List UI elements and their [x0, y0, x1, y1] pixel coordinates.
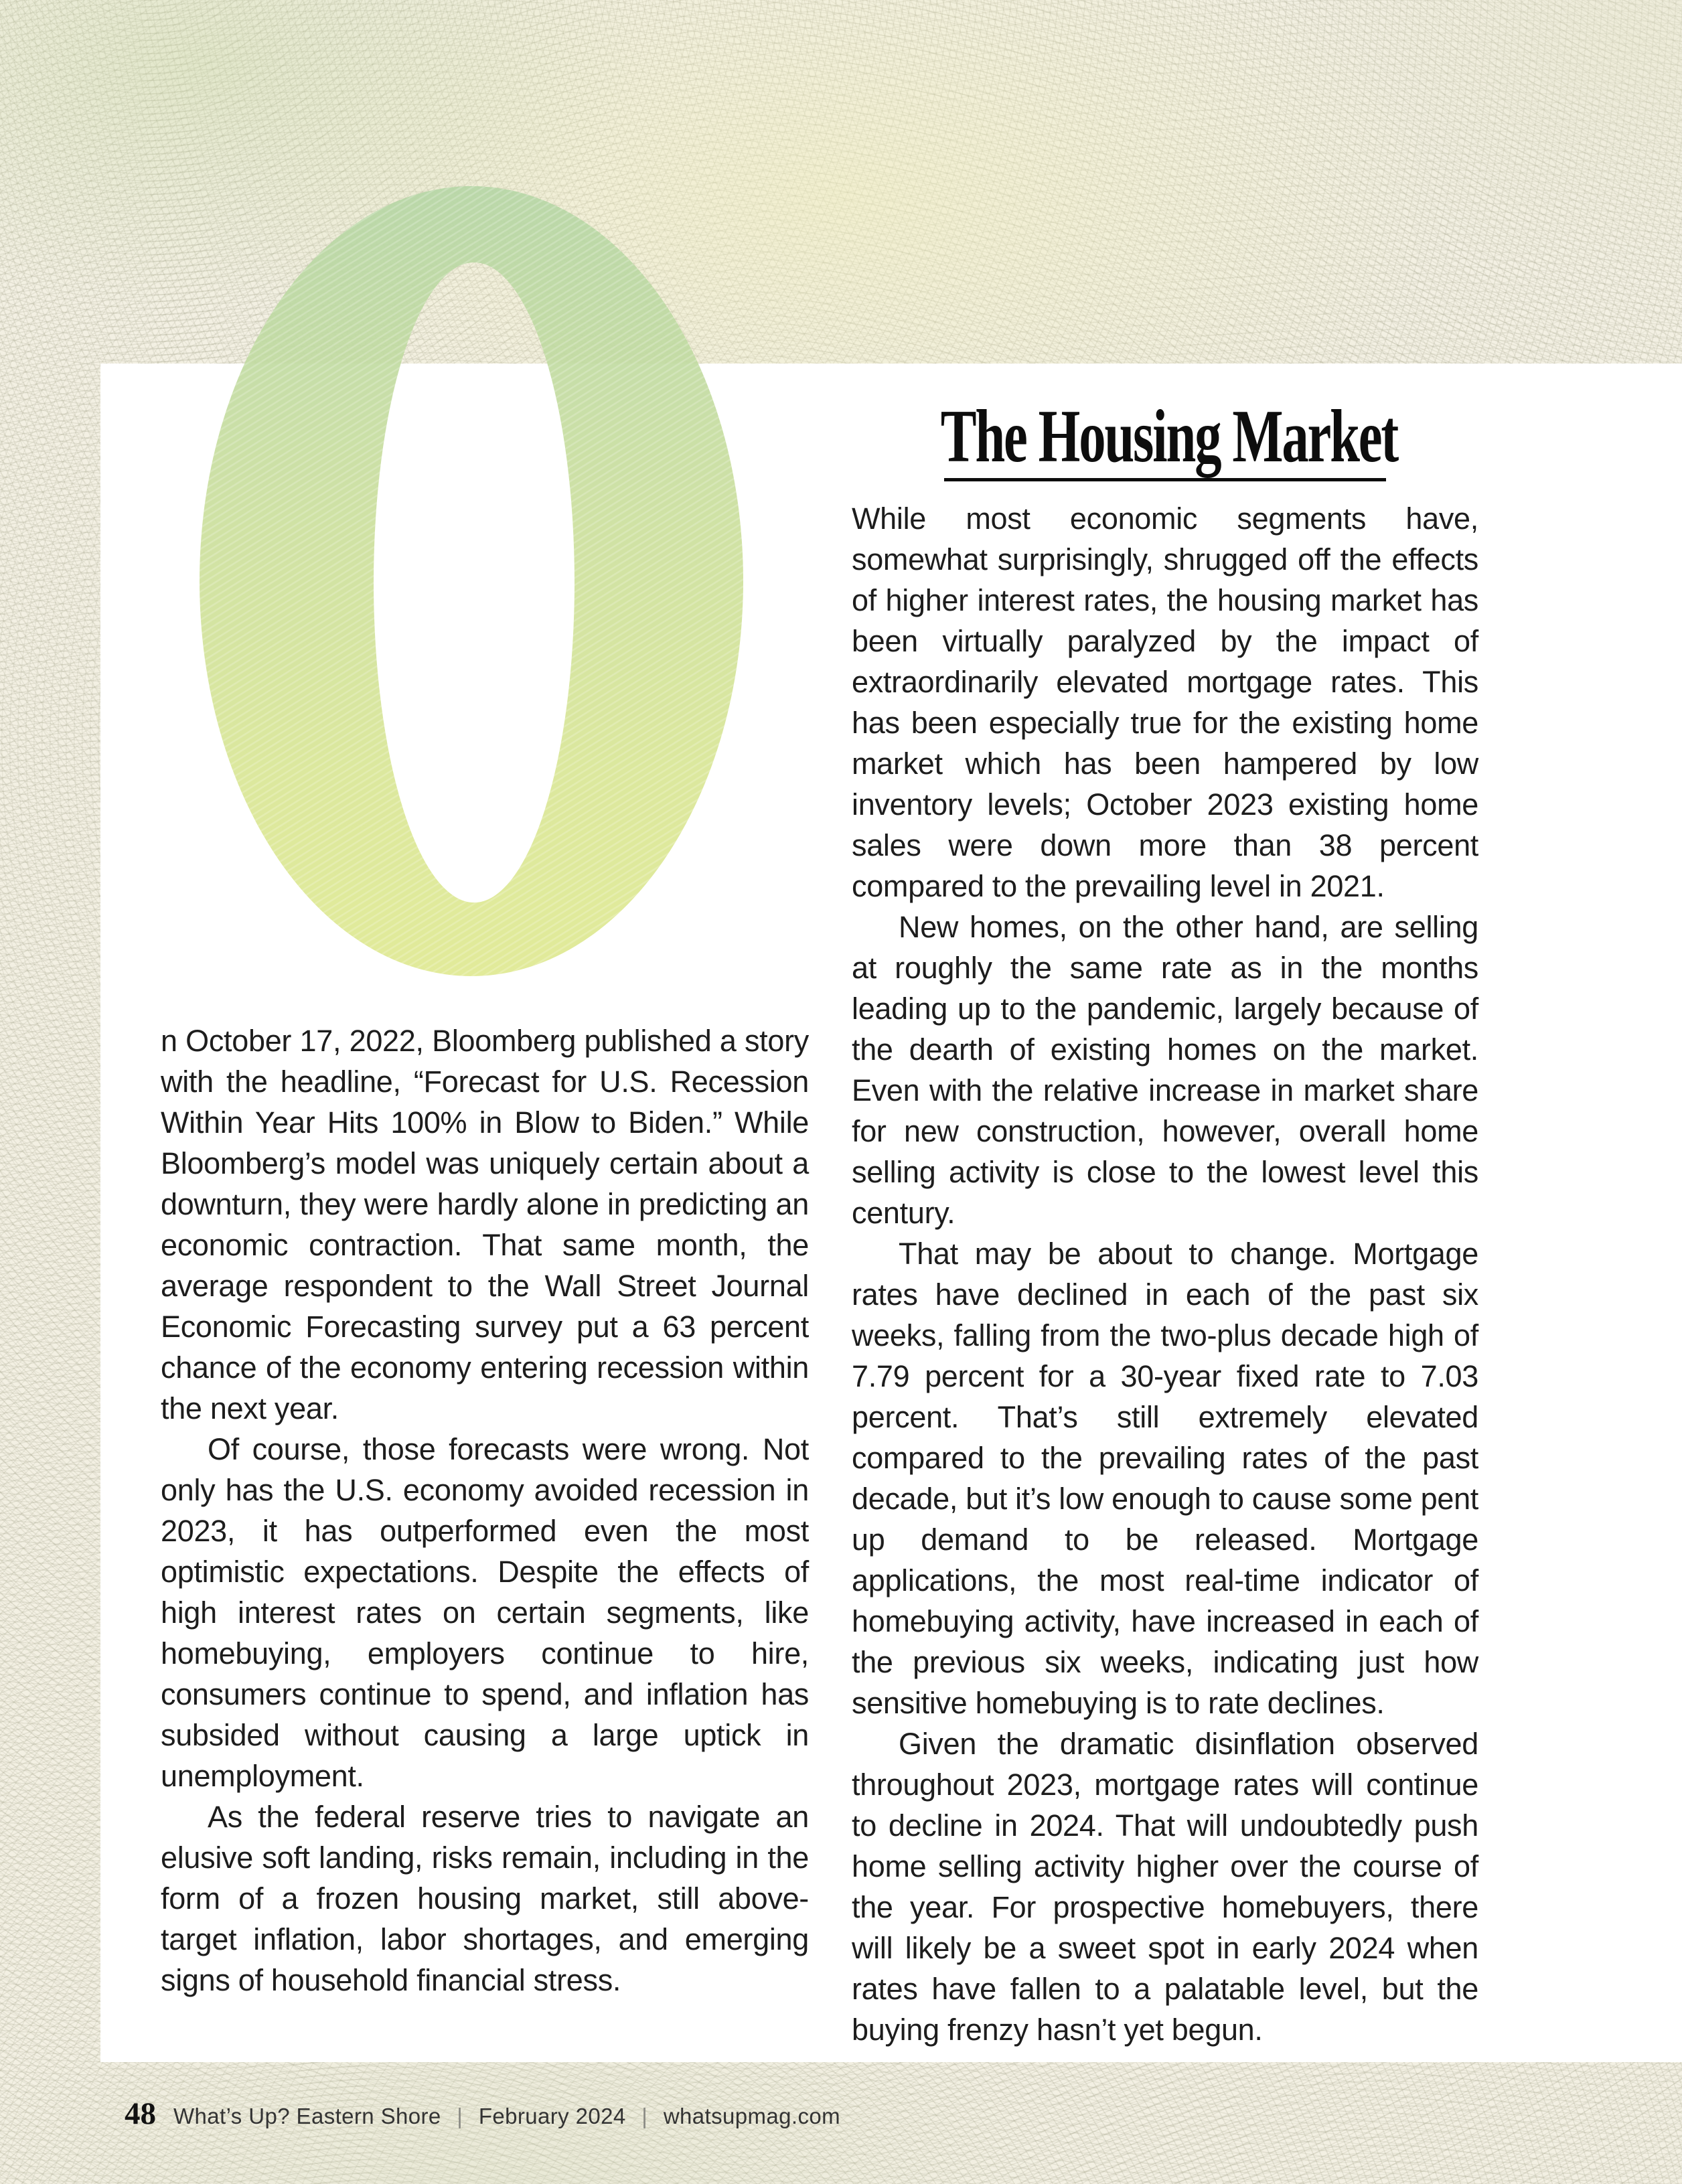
page-number: 48 [125, 2096, 156, 2131]
article-heading-text: The Housing Market [940, 395, 1398, 478]
paragraph: As the federal reserve tries to navigate an elusive soft landing, risks remain, including in the form of a frozen housing market, still above-target inflation, labor shortages, and emerging signs of household financial stress. [161, 1800, 809, 1997]
footer-issue: February 2024 [478, 2104, 626, 2128]
drop-cap-o [200, 186, 743, 976]
left-column [161, 1020, 809, 2001]
paragraph: That may be about to change. Mortgage rates have declined in each of the past six weeks, falling from the two-plus decade high of 7.79 percent for a 30-year fixed rate to 7.03 percent. That’s still extremely elevated compared to the prevailing rates of the past decade, but it’s low enough to cause some pent up demand to be released. Mortgage applications, the most real-time indicator of homebuying activity, have increased in each of the previous six weeks, indicating just how sensitive homebuying is to rate declines. [852, 1237, 1479, 1720]
heading-rule [944, 478, 1386, 481]
right-column [852, 395, 1479, 2050]
paragraph: New homes, on the other hand, are selling at roughly the same rate as in the months leading up to the pandemic, largely because of the dearth of existing homes on the market. Even with the relative increase in market share for new construction, however, overall home selling activity is close to the lowest level this century. [852, 910, 1478, 1230]
page-footer [125, 2098, 840, 2130]
right-column-body [852, 498, 1478, 2050]
footer-separator: | [457, 2104, 463, 2128]
footer-publication: What’s Up? Eastern Shore [173, 2104, 441, 2128]
paragraph: n October 17, 2022, Bloomberg published a story with the headline, “Forecast for U.S. Recession Within Year Hits 100% in Blow to Biden.” While Bloomberg’s model was uniquely certain about a downturn, they were hardly alone in predicting an economic contraction. That same month, the average respondent to the Wall Street Journal Economic Forecasting survey put a 63 percent chance of the economy entering recession within the next year. [161, 1024, 809, 1425]
paragraph: Of course, those forecasts were wrong. Not only has the U.S. economy avoided recession in 2023, it has outperformed even the most optimistic expectations. Despite the effects of high interest rates on certain segments, like homebuying, employers continue to hire, consumers continue to spend, and inflation has subsided without causing a large uptick in unemployment. [161, 1432, 809, 1793]
paragraph: While most economic segments have, somewhat surprisingly, shrugged off the effects of higher interest rates, the housing market has been virtually paralyzed by the impact of extraordinarily elevated mortgage rates. This has been especially true for the existing home market which has been hampered by low inventory levels; October 2023 existing home sales were down more than 38 percent compared to the prevailing level in 2021. [852, 501, 1478, 903]
footer-text [173, 2104, 840, 2129]
footer-separator: | [641, 2104, 648, 2128]
article-heading [852, 395, 1478, 478]
paragraph: Given the dramatic disinflation observed throughout 2023, mortgage rates will continue to decline in 2024. That will undoubtedly push home selling activity higher over the course of the year. For prospective homebuyers, there will likely be a sweet spot in early 2024 when rates have fallen to a palatable level, but the buying frenzy hasn’t yet begun. [852, 1727, 1478, 2047]
footer-website: whatsupmag.com [663, 2104, 841, 2128]
